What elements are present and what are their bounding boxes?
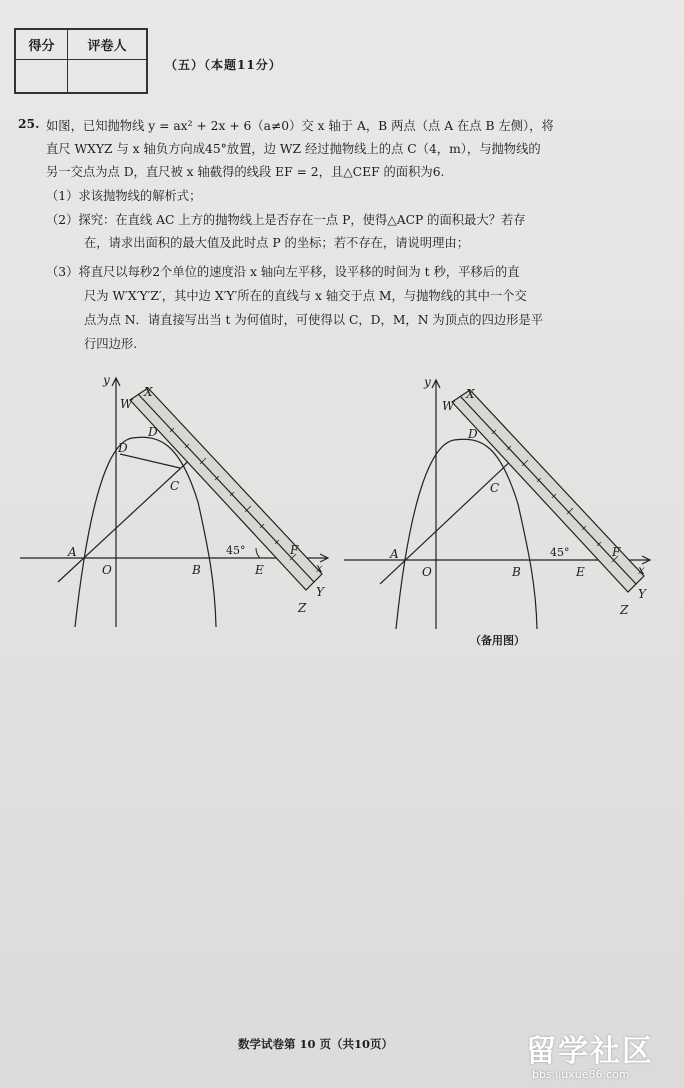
backup-label-e: E bbox=[576, 565, 585, 579]
label-f: F bbox=[290, 543, 299, 557]
section-title: （五）（本题11分） bbox=[165, 58, 282, 72]
label-z: Z bbox=[298, 601, 307, 615]
label-o: O bbox=[102, 563, 112, 577]
intro-line-2: 直尺 WXYZ 与 x 轴负方向成45°放置，边 WZ 经过抛物线上的点 C（4，m），与抛物线的 bbox=[46, 142, 541, 156]
backup-label-x-ruler: X bbox=[466, 387, 475, 401]
backup-label-45: 45° bbox=[550, 546, 570, 559]
watermark-url: bbs.liuxue86.com bbox=[532, 1068, 630, 1081]
label-y: y bbox=[103, 373, 110, 387]
main-figure bbox=[20, 372, 336, 630]
score-table bbox=[14, 28, 148, 94]
backup-label-y: y bbox=[424, 375, 431, 389]
page-footer: 数学试卷第 10 页（共10页） bbox=[238, 1037, 394, 1051]
label-y-ruler: Y bbox=[316, 585, 324, 599]
intro-line-3: 另一交点为点 D，直尺被 x 轴截得的线段 EF = 2，且△CEF 的面积为6. bbox=[46, 165, 445, 179]
part1-text: （1）求该抛物线的解析式； bbox=[46, 189, 202, 203]
label-e: E bbox=[255, 563, 264, 577]
label-d: D bbox=[118, 441, 128, 455]
backup-caption: （备用图） bbox=[470, 634, 525, 647]
intro-line-1: 如图，已知抛物线 y = ax² + 2x + 6（a≠0）交 x 轴于 A，B 两点（点 A 在点 B 左侧），将 bbox=[46, 119, 554, 133]
label-a: A bbox=[68, 545, 77, 559]
backup-label-y-ruler: Y bbox=[638, 587, 646, 601]
part3-line-1: （3）将直尺以每秒2个单位的速度沿 x 轴向左平移，设平移的时间为 t 秒，平移后的直 bbox=[46, 265, 520, 279]
part2-line-1: （2）探究：在直线 AC 上方的抛物线上是否存在一点 P，使得△ACP 的面积最大？若存 bbox=[46, 213, 526, 227]
label-d-prime: D bbox=[148, 425, 158, 439]
backup-label-d: D bbox=[468, 427, 478, 441]
backup-label-w: W bbox=[442, 399, 455, 413]
backup-label-a: A bbox=[390, 547, 399, 561]
part2-line-2: 在，请求出面积的最大值及此时点 P 的坐标；若不存在，请说明理由； bbox=[84, 236, 469, 250]
label-b: B bbox=[192, 563, 201, 577]
grader-label: 评卷人 bbox=[68, 30, 146, 60]
backup-label-z: Z bbox=[620, 603, 629, 617]
line-dc bbox=[120, 454, 180, 468]
label-w: W bbox=[120, 397, 133, 411]
problem-number: 25. bbox=[18, 116, 40, 131]
part3-line-4: 行四边形. bbox=[84, 337, 138, 351]
score-label: 得分 bbox=[16, 30, 68, 60]
grader-cell[interactable] bbox=[68, 60, 146, 92]
line-ac bbox=[58, 454, 196, 582]
part3-line-2: 尺为 W′X′Y′Z′，其中边 X′Y′所在的直线与 x 轴交于点 M，与抛物线的其中一个交 bbox=[84, 289, 527, 303]
label-x-ruler: X bbox=[144, 385, 153, 399]
backup-label-b: B bbox=[512, 565, 521, 579]
part3-line-3: 点为点 N．请直接写出当 t 为何值时，可使得以 C，D，M，N 为顶点的四边形是平 bbox=[84, 313, 544, 327]
backup-label-f: F bbox=[612, 545, 621, 559]
backup-label-o: O bbox=[422, 565, 432, 579]
watermark bbox=[526, 1026, 676, 1081]
label-45: 45° bbox=[226, 544, 246, 557]
label-x-axis: x bbox=[316, 561, 323, 575]
backup-label-c: C bbox=[490, 481, 500, 495]
score-cell[interactable] bbox=[16, 60, 68, 92]
label-c: C bbox=[170, 479, 180, 493]
backup-figure bbox=[344, 374, 660, 632]
watermark-brand: 留学社区 bbox=[526, 1034, 654, 1069]
backup-label-x-axis: x bbox=[638, 563, 645, 577]
